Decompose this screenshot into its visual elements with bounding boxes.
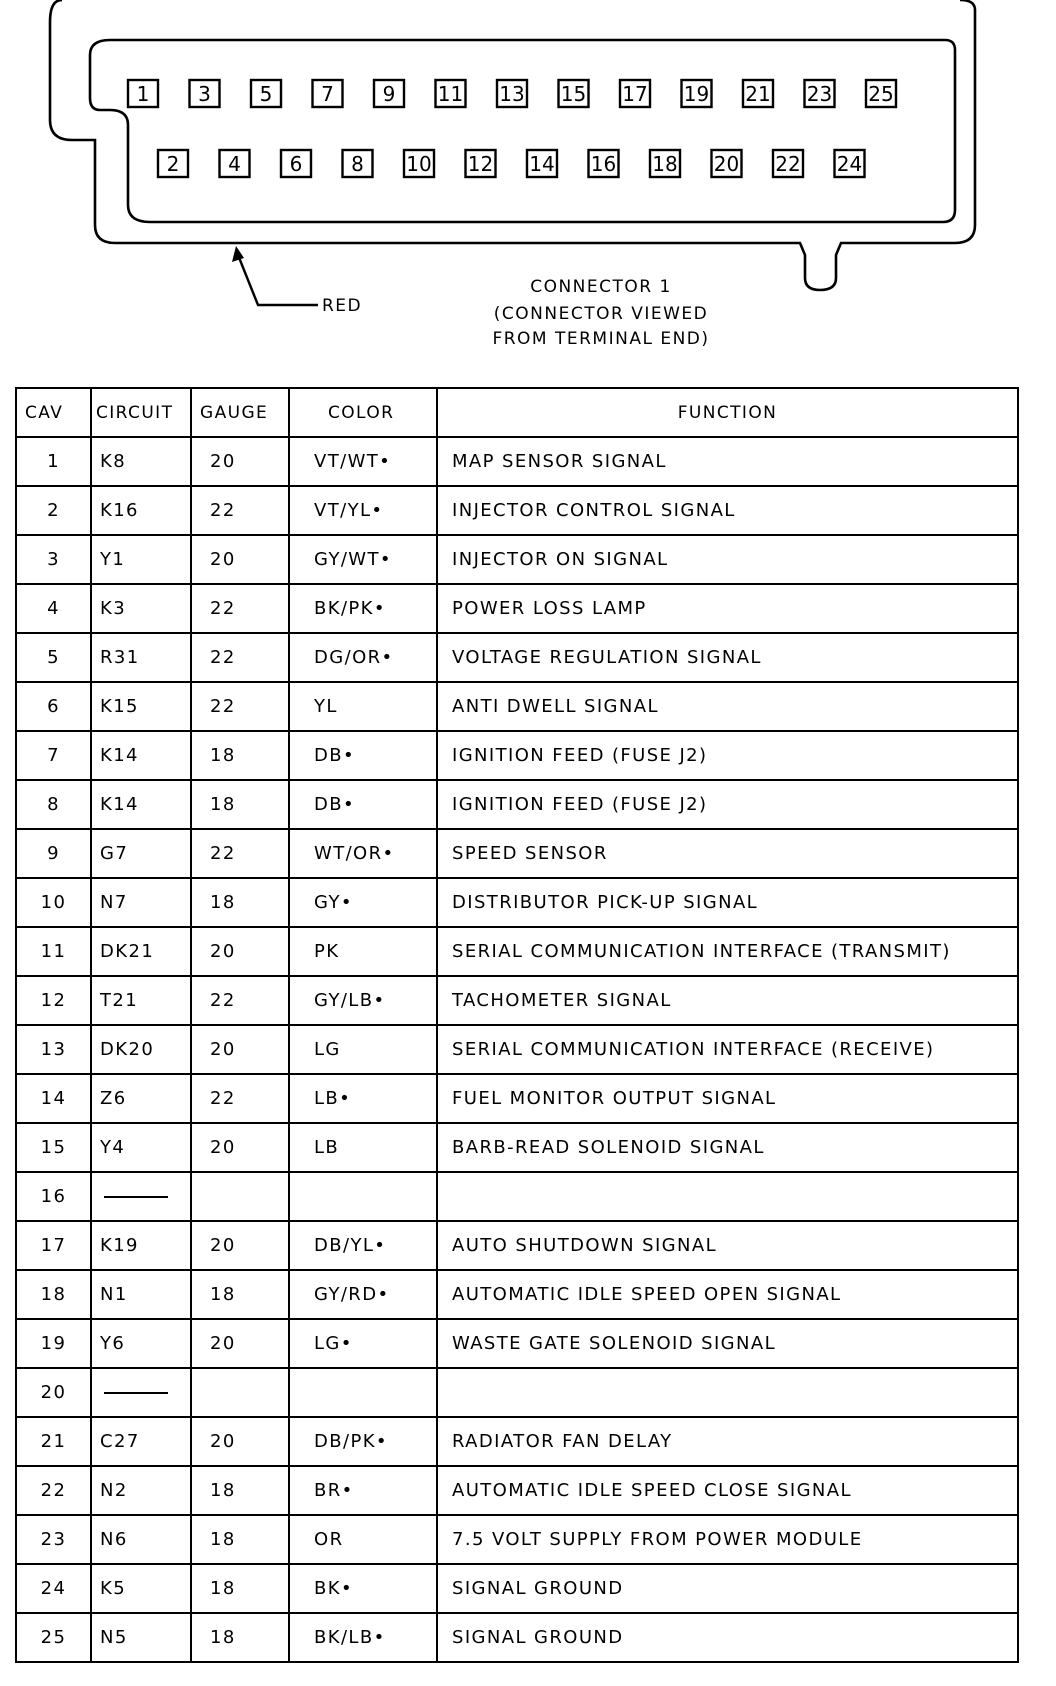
- header-circuit: CIRCUIT: [91, 388, 191, 437]
- cell-cav: 21: [16, 1417, 91, 1466]
- pin-number: 19: [683, 82, 710, 106]
- cell-cav: 11: [16, 927, 91, 976]
- empty-circuit-dash: [104, 1196, 168, 1198]
- cell-function: IGNITION FEED (FUSE J2): [437, 780, 1018, 829]
- cell-gauge: 18: [191, 878, 289, 927]
- table-row: [16, 731, 1018, 780]
- pinout-table: [15, 387, 1019, 1663]
- cell-color: VT/YL•: [289, 486, 437, 535]
- table-row: [16, 1123, 1018, 1172]
- cell-color: VT/WT•: [289, 437, 437, 486]
- cell-circuit: N6: [91, 1515, 191, 1564]
- pin-number: 10: [406, 152, 432, 176]
- cell-cav: 5: [16, 633, 91, 682]
- pin-number: 6: [289, 152, 303, 176]
- cell-function: IGNITION FEED (FUSE J2): [437, 731, 1018, 780]
- cell-circuit: K14: [91, 780, 191, 829]
- cell-color: BK•: [289, 1564, 437, 1613]
- cell-function: AUTO SHUTDOWN SIGNAL: [437, 1221, 1018, 1270]
- pin-number: 15: [560, 82, 587, 106]
- cell-circuit: Z6: [91, 1074, 191, 1123]
- table-row: [16, 1172, 1018, 1221]
- cell-gauge: 20: [191, 437, 289, 486]
- pin-number: 16: [590, 152, 617, 176]
- cell-gauge: 20: [191, 927, 289, 976]
- cell-function: AUTOMATIC IDLE SPEED OPEN SIGNAL: [437, 1270, 1018, 1319]
- cell-function: MAP SENSOR SIGNAL: [437, 437, 1018, 486]
- cell-function: SERIAL COMMUNICATION INTERFACE (RECEIVE): [437, 1025, 1018, 1074]
- cell-function: SPEED SENSOR: [437, 829, 1018, 878]
- cell-color: OR: [289, 1515, 437, 1564]
- table-row: [16, 829, 1018, 878]
- cell-circuit: K5: [91, 1564, 191, 1613]
- cell-gauge: 18: [191, 1564, 289, 1613]
- cell-color: LG: [289, 1025, 437, 1074]
- pin-number: 4: [228, 152, 241, 176]
- cell-gauge: 18: [191, 780, 289, 829]
- cell-gauge: 20: [191, 1417, 289, 1466]
- pin-number: 12: [467, 152, 494, 176]
- table-row: [16, 1025, 1018, 1074]
- cell-cav: 17: [16, 1221, 91, 1270]
- cell-color: LB: [289, 1123, 437, 1172]
- cell-function: AUTOMATIC IDLE SPEED CLOSE SIGNAL: [437, 1466, 1018, 1515]
- cell-gauge: 20: [191, 1221, 289, 1270]
- cell-gauge: 18: [191, 1613, 289, 1662]
- table-row: [16, 1319, 1018, 1368]
- cell-function: [437, 1172, 1018, 1221]
- cell-gauge: [191, 1368, 289, 1417]
- pin-number: 18: [652, 152, 678, 176]
- cell-function: 7.5 VOLT SUPPLY FROM POWER MODULE: [437, 1515, 1018, 1564]
- cell-gauge: 22: [191, 682, 289, 731]
- cell-color: DB•: [289, 731, 437, 780]
- table-row: [16, 976, 1018, 1025]
- cell-color: BK/PK•: [289, 584, 437, 633]
- cell-circuit: N7: [91, 878, 191, 927]
- cell-gauge: 20: [191, 1123, 289, 1172]
- table-row: [16, 1368, 1018, 1417]
- cell-circuit: K3: [91, 584, 191, 633]
- connector-caption-line2: (CONNECTOR VIEWED: [493, 304, 709, 324]
- cell-color: BK/LB•: [289, 1613, 437, 1662]
- cell-circuit: N2: [91, 1466, 191, 1515]
- cell-function: ANTI DWELL SIGNAL: [437, 682, 1018, 731]
- cell-color: DG/OR•: [289, 633, 437, 682]
- cell-gauge: 22: [191, 486, 289, 535]
- cell-cav: 7: [16, 731, 91, 780]
- cell-cav: 20: [16, 1368, 91, 1417]
- empty-circuit-dash: [104, 1392, 168, 1394]
- cell-gauge: 22: [191, 829, 289, 878]
- cell-gauge: 22: [191, 584, 289, 633]
- table-row: [16, 1417, 1018, 1466]
- pin-number: 21: [745, 82, 771, 106]
- table-row: [16, 535, 1018, 584]
- cell-cav: 2: [16, 486, 91, 535]
- cell-circuit: DK20: [91, 1025, 191, 1074]
- header-color: COLOR: [289, 388, 437, 437]
- cell-color: [289, 1172, 437, 1221]
- pin-number: 11: [437, 82, 464, 106]
- cell-cav: 13: [16, 1025, 91, 1074]
- cell-cav: 3: [16, 535, 91, 584]
- cell-gauge: 22: [191, 976, 289, 1025]
- cell-function: RADIATOR FAN DELAY: [437, 1417, 1018, 1466]
- cell-cav: 16: [16, 1172, 91, 1221]
- cell-circuit: Y6: [91, 1319, 191, 1368]
- cell-gauge: 20: [191, 1025, 289, 1074]
- cell-circuit: K8: [91, 437, 191, 486]
- table-row: [16, 1466, 1018, 1515]
- cell-gauge: 22: [191, 1074, 289, 1123]
- table-row: [16, 1564, 1018, 1613]
- pin-number: 1: [136, 82, 150, 106]
- cell-color: GY/LB•: [289, 976, 437, 1025]
- cell-circuit: T21: [91, 976, 191, 1025]
- cell-function: POWER LOSS LAMP: [437, 584, 1018, 633]
- pin-number: 14: [529, 152, 555, 176]
- cell-cav: 19: [16, 1319, 91, 1368]
- cell-gauge: [191, 1172, 289, 1221]
- cell-cav: 12: [16, 976, 91, 1025]
- connector-caption-line1: CONNECTOR 1: [530, 277, 672, 297]
- pin-number: 8: [351, 152, 364, 176]
- cell-circuit: Y4: [91, 1123, 191, 1172]
- cell-circuit: N1: [91, 1270, 191, 1319]
- cell-gauge: 18: [191, 1466, 289, 1515]
- pin-number: 13: [499, 82, 525, 106]
- connector-diagram: [0, 0, 1056, 360]
- cell-cav: 6: [16, 682, 91, 731]
- cell-function: SIGNAL GROUND: [437, 1613, 1018, 1662]
- cell-gauge: 22: [191, 633, 289, 682]
- cell-gauge: 20: [191, 535, 289, 584]
- pinout-table-container: [15, 387, 1017, 1663]
- cell-color: BR•: [289, 1466, 437, 1515]
- cell-cav: 8: [16, 780, 91, 829]
- pin-number: 17: [622, 82, 648, 106]
- cell-color: GY•: [289, 878, 437, 927]
- pin-number: 22: [775, 152, 801, 176]
- cell-function: FUEL MONITOR OUTPUT SIGNAL: [437, 1074, 1018, 1123]
- pin-number: 23: [806, 82, 833, 106]
- pin-number: 9: [382, 82, 396, 106]
- cell-cav: 22: [16, 1466, 91, 1515]
- cell-gauge: 18: [191, 1270, 289, 1319]
- pin-number: 25: [868, 82, 894, 106]
- cell-color: DB/YL•: [289, 1221, 437, 1270]
- cell-circuit: K14: [91, 731, 191, 780]
- table-row: [16, 1074, 1018, 1123]
- table-row: [16, 437, 1018, 486]
- cell-color: PK: [289, 927, 437, 976]
- pin-number: 3: [198, 82, 211, 106]
- cell-gauge: 20: [191, 1319, 289, 1368]
- cell-color: DB•: [289, 780, 437, 829]
- table-row: [16, 1270, 1018, 1319]
- cell-cav: 24: [16, 1564, 91, 1613]
- cell-color: GY/WT•: [289, 535, 437, 584]
- cell-function: BARB-READ SOLENOID SIGNAL: [437, 1123, 1018, 1172]
- cell-color: WT/OR•: [289, 829, 437, 878]
- cell-color: LG•: [289, 1319, 437, 1368]
- cell-color: DB/PK•: [289, 1417, 437, 1466]
- cell-circuit: [91, 1368, 191, 1417]
- cell-function: DISTRIBUTOR PICK-UP SIGNAL: [437, 878, 1018, 927]
- cell-color: [289, 1368, 437, 1417]
- cell-cav: 10: [16, 878, 91, 927]
- cell-function: INJECTOR CONTROL SIGNAL: [437, 486, 1018, 535]
- cell-circuit: C27: [91, 1417, 191, 1466]
- cell-cav: 18: [16, 1270, 91, 1319]
- cell-function: [437, 1368, 1018, 1417]
- table-row: [16, 584, 1018, 633]
- cell-cav: 4: [16, 584, 91, 633]
- cell-circuit: Y1: [91, 535, 191, 584]
- header-gauge: GAUGE: [191, 388, 289, 437]
- cell-function: WASTE GATE SOLENOID SIGNAL: [437, 1319, 1018, 1368]
- table-row: [16, 486, 1018, 535]
- cell-color: LB•: [289, 1074, 437, 1123]
- cell-function: VOLTAGE REGULATION SIGNAL: [437, 633, 1018, 682]
- cell-gauge: 18: [191, 731, 289, 780]
- red-marker-arrowhead: [232, 246, 244, 262]
- table-row: [16, 633, 1018, 682]
- cell-cav: 23: [16, 1515, 91, 1564]
- connector-caption-line3: FROM TERMINAL END): [492, 329, 710, 349]
- cell-color: YL: [289, 682, 437, 731]
- table-row: [16, 1221, 1018, 1270]
- table-row: [16, 780, 1018, 829]
- cell-cav: 1: [16, 437, 91, 486]
- cell-circuit: K15: [91, 682, 191, 731]
- header-cav: CAV: [16, 388, 91, 437]
- cell-function: TACHOMETER SIGNAL: [437, 976, 1018, 1025]
- table-row: [16, 1515, 1018, 1564]
- table-row: [16, 682, 1018, 731]
- cell-circuit: [91, 1172, 191, 1221]
- red-marker-label: RED: [322, 296, 363, 316]
- connector-inner-outline: [90, 40, 955, 222]
- connector-outline: [50, 0, 975, 290]
- cell-cav: 9: [16, 829, 91, 878]
- pin-number: 24: [836, 152, 863, 176]
- pin-number: 20: [713, 152, 740, 176]
- table-row: [16, 1613, 1018, 1662]
- cell-circuit: G7: [91, 829, 191, 878]
- cell-circuit: N5: [91, 1613, 191, 1662]
- pin-number: 2: [166, 152, 180, 176]
- cell-cav: 14: [16, 1074, 91, 1123]
- table-header-row: [16, 388, 1018, 437]
- table-row: [16, 878, 1018, 927]
- pin-number: 5: [259, 82, 273, 106]
- cell-cav: 25: [16, 1613, 91, 1662]
- cell-function: SIGNAL GROUND: [437, 1564, 1018, 1613]
- cell-circuit: DK21: [91, 927, 191, 976]
- cell-function: INJECTOR ON SIGNAL: [437, 535, 1018, 584]
- table-row: [16, 927, 1018, 976]
- pin-number: 7: [321, 82, 334, 106]
- cell-cav: 15: [16, 1123, 91, 1172]
- cell-gauge: 18: [191, 1515, 289, 1564]
- cell-color: GY/RD•: [289, 1270, 437, 1319]
- cell-circuit: K19: [91, 1221, 191, 1270]
- cell-function: SERIAL COMMUNICATION INTERFACE (TRANSMIT): [437, 927, 1018, 976]
- cell-circuit: R31: [91, 633, 191, 682]
- red-marker-leader: [238, 255, 318, 305]
- cell-circuit: K16: [91, 486, 191, 535]
- header-function: FUNCTION: [437, 388, 1018, 437]
